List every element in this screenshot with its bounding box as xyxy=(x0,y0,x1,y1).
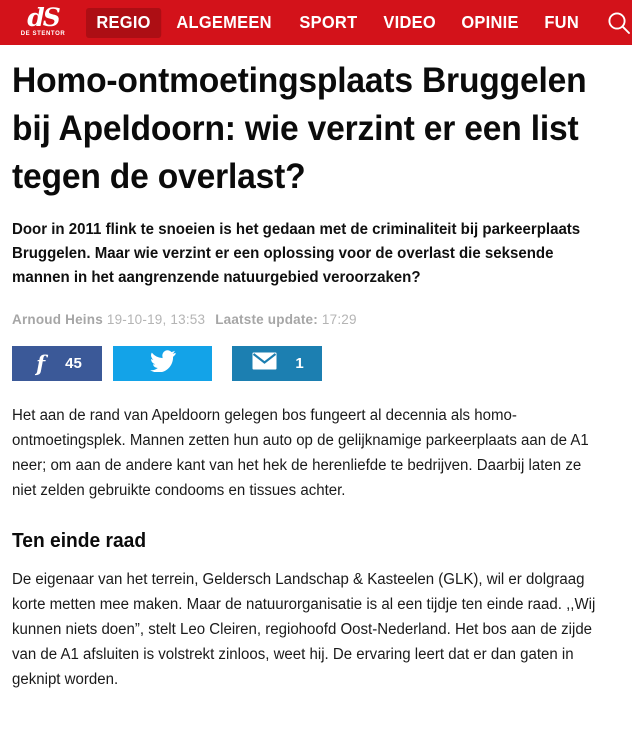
byline-author: Arnoud Heins xyxy=(12,312,103,327)
article-paragraph-2: De eigenaar van het terrein, Geldersch Landschap & Kasteelen (GLK), wil er dolgraag korte metten mee maken. Maar de natuurorganisatie is al een tijdje ten einde raad. ,,Wij kunnen niets doen”, stelt Leo Cleiren, regiohoofd Oost-Nederland. Het bos aan de zijde van de A1 afsluiten is volstrekt zinloos, weet hij. De ervaring leert dat er dan gaten in geknipt worden. xyxy=(12,571,596,688)
share-email-button[interactable] xyxy=(232,346,322,381)
byline-published: 19-10-19, 13:53 xyxy=(106,312,206,327)
nav-item-algemeen[interactable]: ALGEMEEN xyxy=(176,11,272,32)
article-paragraph-1: Het aan de rand van Apeldoorn gelegen bos fungeert al decennia als homo-ontmoetingsplek. Mannen zetten hun auto op de gelijknamige parkeerplaats aan de A1 neer; om aan de andere kant van het hek de herenliefde te bedrijven. Daarbij laten ze niet zelden gebruikte condooms en tissues achter. xyxy=(12,407,589,499)
share-facebook-button[interactable] xyxy=(12,346,102,381)
byline-update-label: Laatste update: xyxy=(215,312,318,327)
logo-wordmark: DE STENTOR xyxy=(20,30,66,37)
nav-item-opinie[interactable]: OPINIE xyxy=(461,11,520,32)
article-container xyxy=(0,57,632,692)
nav-item-sport[interactable]: SPORT xyxy=(299,11,358,32)
twitter-icon xyxy=(150,350,176,377)
facebook-icon: f xyxy=(36,351,46,376)
main-navigation xyxy=(86,0,593,45)
share-twitter-button[interactable] xyxy=(113,346,212,381)
article-intro: Door in 2011 flink te snoeien is het gedaan met de criminaliteit bij parkeerplaats Bruggelen. Maar wie verzint er een oplossing voor de overlast die seksende mannen in het aangrenzende natuurgebied veroorzaken? xyxy=(12,221,581,286)
article-subheading-1: Ten einde raad xyxy=(12,530,147,552)
site-header xyxy=(0,0,632,45)
byline xyxy=(12,311,620,328)
nav-item-regio[interactable]: REGIO xyxy=(86,8,161,38)
email-share-count: 1 xyxy=(295,355,304,372)
byline-update-time: 17:29 xyxy=(321,312,357,327)
page-title: Homo-ontmoetingsplaats Bruggelen bij Apeldoorn: wie verzint er een list tegen de overlast? xyxy=(12,61,587,196)
logo-mark: dS xyxy=(27,2,59,32)
share-bar xyxy=(12,346,620,381)
facebook-share-count: 45 xyxy=(65,355,82,372)
nav-item-fun[interactable]: FUN xyxy=(544,11,580,32)
search-button[interactable] xyxy=(593,0,632,45)
site-logo[interactable] xyxy=(0,0,86,45)
search-icon xyxy=(606,10,632,36)
nav-item-video[interactable]: VIDEO xyxy=(383,11,437,32)
envelope-icon xyxy=(252,352,277,375)
